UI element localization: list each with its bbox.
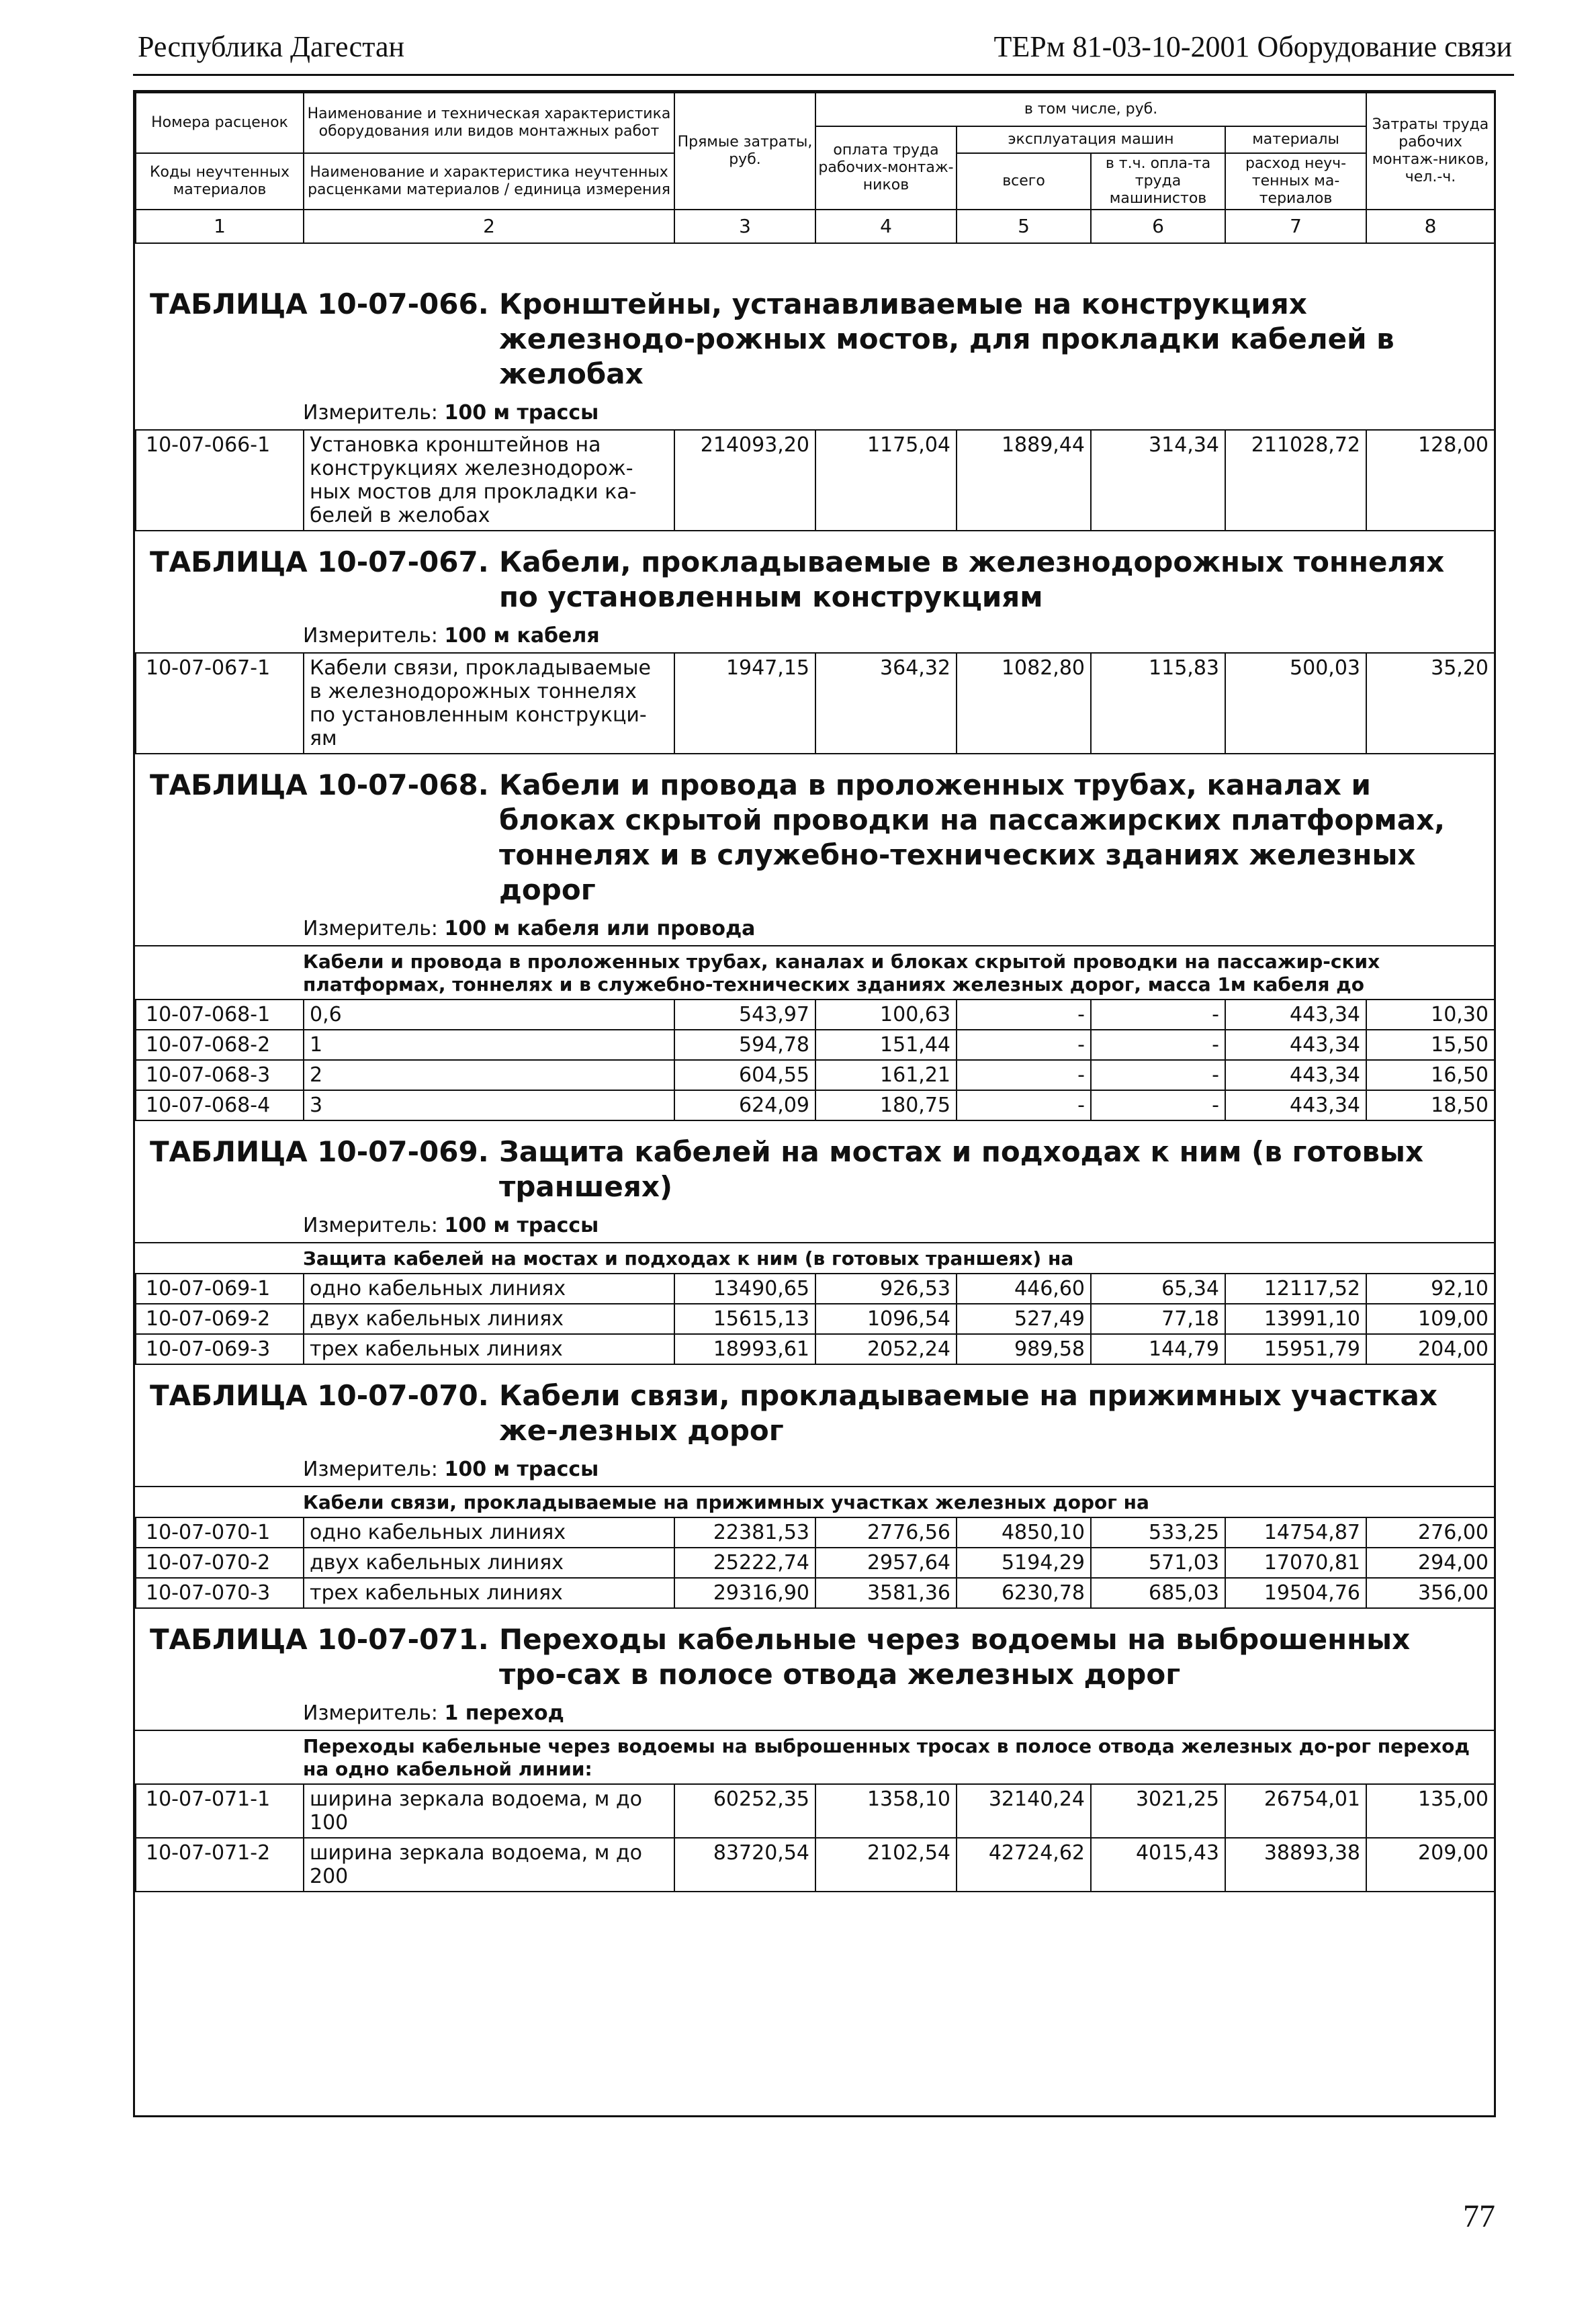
measure-value: 100 м трассы bbox=[444, 1458, 599, 1481]
machine-costs-cell: 446,60 bbox=[957, 1274, 1091, 1304]
rate-code-cell: 10-07-071-1 bbox=[136, 1784, 304, 1838]
table-number: ТАБЛИЦА 10-07-066. bbox=[150, 287, 489, 320]
worker-wages-cell: 3581,36 bbox=[815, 1578, 957, 1608]
table-title bbox=[135, 1378, 1494, 1448]
table-title bbox=[135, 287, 1494, 392]
rate-code-cell: 10-07-069-3 bbox=[136, 1334, 304, 1364]
table-row bbox=[136, 1578, 1495, 1608]
direct-costs-cell: 83720,54 bbox=[674, 1838, 815, 1892]
rate-code-cell: 10-07-067-1 bbox=[136, 653, 304, 754]
machine-costs-cell: - bbox=[957, 1030, 1091, 1060]
col-number: 4 bbox=[815, 210, 957, 243]
table-row bbox=[136, 1548, 1495, 1578]
materials-cost-cell: 443,34 bbox=[1225, 1030, 1366, 1060]
table-measure-unit bbox=[135, 916, 1494, 942]
direct-costs-cell: 22381,53 bbox=[674, 1517, 815, 1548]
materials-cost-cell: 26754,01 bbox=[1225, 1784, 1366, 1838]
direct-costs-cell: 604,55 bbox=[674, 1060, 815, 1090]
worker-wages-cell: 2957,64 bbox=[815, 1548, 957, 1578]
col-machines-total-header: всего bbox=[957, 153, 1091, 210]
rate-table-section bbox=[135, 545, 1494, 754]
labor-hours-cell: 294,00 bbox=[1366, 1548, 1495, 1578]
table-number: ТАБЛИЦА 10-07-067. bbox=[150, 545, 489, 578]
labor-hours-cell: 35,20 bbox=[1366, 653, 1495, 754]
col-number: 8 bbox=[1366, 210, 1495, 243]
rate-rows bbox=[135, 1783, 1495, 1892]
table-number: ТАБЛИЦА 10-07-071. bbox=[150, 1623, 489, 1656]
worker-wages-cell: 2052,24 bbox=[815, 1334, 957, 1364]
table-group-heading: Кабели связи, прокладываемые на прижимных участках железных дорог на bbox=[135, 1486, 1494, 1517]
rate-code-cell: 10-07-068-2 bbox=[136, 1030, 304, 1060]
table-measure-unit bbox=[135, 400, 1494, 427]
table-row bbox=[136, 1334, 1495, 1364]
table-row bbox=[136, 430, 1495, 531]
worker-wages-cell: 364,32 bbox=[815, 653, 957, 754]
rate-table-section bbox=[135, 1135, 1494, 1365]
work-name-cell: трех кабельных линиях bbox=[304, 1578, 674, 1608]
table-measure-unit bbox=[135, 1212, 1494, 1239]
worker-wages-cell: 1358,10 bbox=[815, 1784, 957, 1838]
table-row bbox=[136, 1784, 1495, 1838]
materials-cost-cell: 211028,72 bbox=[1225, 430, 1366, 531]
table-group-heading: Кабели и провода в проложенных трубах, каналах и блоках скрытой проводки на пассажир-ских платформах, тоннелях и в служебно-технических зданиях железных дорог, масса 1м кабеля до bbox=[135, 945, 1494, 999]
machinist-wages-cell: 571,03 bbox=[1091, 1548, 1225, 1578]
direct-costs-cell: 13490,65 bbox=[674, 1274, 815, 1304]
worker-wages-cell: 1096,54 bbox=[815, 1304, 957, 1334]
labor-hours-cell: 10,30 bbox=[1366, 1000, 1495, 1030]
machinist-wages-cell: 3021,25 bbox=[1091, 1784, 1225, 1838]
table-name: Защита кабелей на мостах и подходах к ним (в готовых траншеях) bbox=[499, 1135, 1424, 1203]
table-measure-unit bbox=[135, 1456, 1494, 1483]
table-title bbox=[135, 768, 1494, 907]
rate-table-section bbox=[135, 1622, 1494, 1892]
machine-costs-cell: 5194,29 bbox=[957, 1548, 1091, 1578]
direct-costs-cell: 25222,74 bbox=[674, 1548, 815, 1578]
measure-value: 100 м кабеля или провода bbox=[444, 917, 756, 940]
table-title bbox=[135, 1622, 1494, 1692]
machinist-wages-cell: 144,79 bbox=[1091, 1334, 1225, 1364]
measure-label: Измеритель: bbox=[303, 401, 438, 425]
rate-code-cell: 10-07-069-2 bbox=[136, 1304, 304, 1334]
header-rule bbox=[133, 74, 1514, 76]
machinist-wages-cell: 314,34 bbox=[1091, 430, 1225, 531]
table-name: Переходы кабельные через водоемы на выброшенных тро-сах в полосе отвода железных дорог bbox=[499, 1623, 1411, 1691]
rate-table-section bbox=[135, 1378, 1494, 1609]
measure-value: 1 переход bbox=[444, 1701, 564, 1725]
table-row bbox=[136, 1304, 1495, 1334]
worker-wages-cell: 180,75 bbox=[815, 1090, 957, 1120]
machine-costs-cell: 527,49 bbox=[957, 1304, 1091, 1334]
labor-hours-cell: 209,00 bbox=[1366, 1838, 1495, 1892]
work-name-cell: трех кабельных линиях bbox=[304, 1334, 674, 1364]
labor-hours-cell: 92,10 bbox=[1366, 1274, 1495, 1304]
table-group-heading: Переходы кабельные через водоемы на выброшенных тросах в полосе отвода железных до-рог переход на одно кабельной линии: bbox=[135, 1730, 1494, 1783]
machine-costs-cell: 6230,78 bbox=[957, 1578, 1091, 1608]
rate-rows bbox=[135, 1517, 1495, 1609]
table-name: Кабели связи, прокладываемые на прижимных участках же-лезных дорог bbox=[499, 1379, 1437, 1447]
rate-code-cell: 10-07-069-1 bbox=[136, 1274, 304, 1304]
col-direct-costs-header: Прямые затраты, руб. bbox=[674, 93, 815, 210]
worker-wages-cell: 2102,54 bbox=[815, 1838, 957, 1892]
labor-hours-cell: 15,50 bbox=[1366, 1030, 1495, 1060]
rate-rows bbox=[135, 1273, 1495, 1365]
machine-costs-cell: 32140,24 bbox=[957, 1784, 1091, 1838]
measure-label: Измеритель: bbox=[303, 1458, 438, 1481]
worker-wages-cell: 151,44 bbox=[815, 1030, 957, 1060]
rate-rows bbox=[135, 999, 1495, 1121]
rate-tables bbox=[135, 287, 1494, 1906]
table-group-heading: Защита кабелей на мостах и подходах к ним (в готовых траншеях) на bbox=[135, 1242, 1494, 1273]
work-name-cell: 0,6 bbox=[304, 1000, 674, 1030]
rate-code-cell: 10-07-068-3 bbox=[136, 1060, 304, 1090]
table-row bbox=[136, 1000, 1495, 1030]
running-header-right: ТЕРм 81-03-10-2001 Оборудование связи bbox=[993, 30, 1512, 63]
machinist-wages-cell: - bbox=[1091, 1090, 1225, 1120]
col-including-header: в том числе, руб. bbox=[815, 93, 1366, 126]
machinist-wages-cell: - bbox=[1091, 1060, 1225, 1090]
materials-cost-cell: 12117,52 bbox=[1225, 1274, 1366, 1304]
labor-hours-cell: 18,50 bbox=[1366, 1090, 1495, 1120]
materials-cost-cell: 443,34 bbox=[1225, 1090, 1366, 1120]
labor-hours-cell: 109,00 bbox=[1366, 1304, 1495, 1334]
work-name-cell: одно кабельных линиях bbox=[304, 1517, 674, 1548]
work-name-cell: ширина зеркала водоема, м до 200 bbox=[304, 1838, 674, 1892]
materials-cost-cell: 19504,76 bbox=[1225, 1578, 1366, 1608]
table-title bbox=[135, 545, 1494, 615]
running-header-left: Республика Дагестан bbox=[138, 30, 405, 63]
table-number: ТАБЛИЦА 10-07-070. bbox=[150, 1379, 489, 1412]
work-name-cell: Кабели связи, прокладываемые в железнодорожных тоннелях по установленным конструкци-ям bbox=[304, 653, 674, 754]
column-header bbox=[135, 92, 1495, 244]
machinist-wages-cell: 77,18 bbox=[1091, 1304, 1225, 1334]
table-row bbox=[136, 1090, 1495, 1120]
measure-label: Измеритель: bbox=[303, 1701, 438, 1725]
measure-label: Измеритель: bbox=[303, 917, 438, 940]
direct-costs-cell: 624,09 bbox=[674, 1090, 815, 1120]
col-unaccounted-codes-header: Коды неучтенных материалов bbox=[136, 153, 304, 210]
work-name-cell: 1 bbox=[304, 1030, 674, 1060]
measure-value: 100 м трассы bbox=[444, 401, 599, 425]
col-number: 1 bbox=[136, 210, 304, 243]
col-unaccounted-materials-header: расход неуч-тенных ма-териалов bbox=[1225, 153, 1366, 210]
direct-costs-cell: 60252,35 bbox=[674, 1784, 815, 1838]
labor-hours-cell: 135,00 bbox=[1366, 1784, 1495, 1838]
labor-hours-cell: 16,50 bbox=[1366, 1060, 1495, 1090]
labor-hours-cell: 204,00 bbox=[1366, 1334, 1495, 1364]
materials-cost-cell: 13991,10 bbox=[1225, 1304, 1366, 1334]
rate-rows bbox=[135, 652, 1495, 754]
machine-costs-cell: 1889,44 bbox=[957, 430, 1091, 531]
table-row bbox=[136, 1060, 1495, 1090]
rate-table-section bbox=[135, 768, 1494, 1121]
table-number: ТАБЛИЦА 10-07-069. bbox=[150, 1135, 489, 1168]
machine-costs-cell: 42724,62 bbox=[957, 1838, 1091, 1892]
machinist-wages-cell: 115,83 bbox=[1091, 653, 1225, 754]
machinist-wages-cell: 4015,43 bbox=[1091, 1838, 1225, 1892]
rate-code-cell: 10-07-066-1 bbox=[136, 430, 304, 531]
worker-wages-cell: 2776,56 bbox=[815, 1517, 957, 1548]
direct-costs-cell: 594,78 bbox=[674, 1030, 815, 1060]
machine-costs-cell: - bbox=[957, 1000, 1091, 1030]
direct-costs-cell: 15615,13 bbox=[674, 1304, 815, 1334]
rate-table-section bbox=[135, 287, 1494, 531]
measure-label: Измеритель: bbox=[303, 624, 438, 648]
labor-hours-cell: 128,00 bbox=[1366, 430, 1495, 531]
materials-cost-cell: 500,03 bbox=[1225, 653, 1366, 754]
materials-cost-cell: 14754,87 bbox=[1225, 1517, 1366, 1548]
rate-code-cell: 10-07-068-1 bbox=[136, 1000, 304, 1030]
direct-costs-cell: 214093,20 bbox=[674, 430, 815, 531]
materials-cost-cell: 38893,38 bbox=[1225, 1838, 1366, 1892]
machine-costs-cell: - bbox=[957, 1060, 1091, 1090]
rate-code-cell: 10-07-070-2 bbox=[136, 1548, 304, 1578]
table-name: Кронштейны, устанавливаемые на конструкциях железнодо-рожных мостов, для прокладки кабелей в желобах bbox=[499, 287, 1394, 390]
machinist-wages-cell: - bbox=[1091, 1030, 1225, 1060]
work-name-cell: ширина зеркала водоема, м до 100 bbox=[304, 1784, 674, 1838]
price-table-frame bbox=[133, 90, 1496, 2117]
worker-wages-cell: 161,21 bbox=[815, 1060, 957, 1090]
machinist-wages-cell: - bbox=[1091, 1000, 1225, 1030]
work-name-cell: одно кабельных линиях bbox=[304, 1274, 674, 1304]
measure-value: 100 м кабеля bbox=[444, 624, 600, 648]
rate-code-cell: 10-07-070-1 bbox=[136, 1517, 304, 1548]
rate-code-cell: 10-07-068-4 bbox=[136, 1090, 304, 1120]
col-wages-header: оплата труда рабочих-монтаж-ников bbox=[815, 126, 957, 210]
labor-hours-cell: 276,00 bbox=[1366, 1517, 1495, 1548]
direct-costs-cell: 29316,90 bbox=[674, 1578, 815, 1608]
work-name-cell: 2 bbox=[304, 1060, 674, 1090]
direct-costs-cell: 1947,15 bbox=[674, 653, 815, 754]
machinist-wages-cell: 685,03 bbox=[1091, 1578, 1225, 1608]
table-row bbox=[136, 653, 1495, 754]
work-name-cell: двух кабельных линиях bbox=[304, 1304, 674, 1334]
work-name-cell: 3 bbox=[304, 1090, 674, 1120]
worker-wages-cell: 926,53 bbox=[815, 1274, 957, 1304]
rate-rows bbox=[135, 429, 1495, 531]
col-number: 2 bbox=[304, 210, 674, 243]
table-row bbox=[136, 1274, 1495, 1304]
table-title bbox=[135, 1135, 1494, 1204]
table-measure-unit bbox=[135, 1700, 1494, 1727]
col-number: 5 bbox=[957, 210, 1091, 243]
machinist-wages-cell: 533,25 bbox=[1091, 1517, 1225, 1548]
worker-wages-cell: 100,63 bbox=[815, 1000, 957, 1030]
col-number: 7 bbox=[1225, 210, 1366, 243]
rate-code-cell: 10-07-070-3 bbox=[136, 1578, 304, 1608]
col-codes-header: Номера расценок bbox=[136, 93, 304, 153]
direct-costs-cell: 543,97 bbox=[674, 1000, 815, 1030]
worker-wages-cell: 1175,04 bbox=[815, 430, 957, 531]
col-name-header: Наименование и техническая характеристика оборудования или видов монтажных работ bbox=[304, 93, 674, 153]
machine-costs-cell: - bbox=[957, 1090, 1091, 1120]
materials-cost-cell: 17070,81 bbox=[1225, 1548, 1366, 1578]
materials-cost-cell: 443,34 bbox=[1225, 1060, 1366, 1090]
materials-cost-cell: 443,34 bbox=[1225, 1000, 1366, 1030]
table-row bbox=[136, 1517, 1495, 1548]
col-materials-header: материалы bbox=[1225, 126, 1366, 153]
measure-label: Измеритель: bbox=[303, 1214, 438, 1237]
direct-costs-cell: 18993,61 bbox=[674, 1334, 815, 1364]
work-name-cell: двух кабельных линиях bbox=[304, 1548, 674, 1578]
page-number: 77 bbox=[1463, 2199, 1495, 2234]
work-name-cell: Установка кронштейнов на конструкциях железнодорож-ных мостов для прокладки ка-белей в желобах bbox=[304, 430, 674, 531]
table-row bbox=[136, 1838, 1495, 1892]
table-row bbox=[136, 1030, 1495, 1060]
col-number: 3 bbox=[674, 210, 815, 243]
measure-value: 100 м трассы bbox=[444, 1214, 599, 1237]
machine-costs-cell: 989,58 bbox=[957, 1334, 1091, 1364]
machinist-wages-cell: 65,34 bbox=[1091, 1274, 1225, 1304]
table-name: Кабели, прокладываемые в железнодорожных тоннелях по установленным конструкциям bbox=[499, 545, 1445, 613]
col-machines-header: эксплуатация машин bbox=[957, 126, 1225, 153]
table-measure-unit bbox=[135, 623, 1494, 650]
materials-cost-cell: 15951,79 bbox=[1225, 1334, 1366, 1364]
col-labor-hours-header: Затраты труда рабочих монтаж-ников, чел.-ч. bbox=[1366, 93, 1495, 210]
table-name: Кабели и провода в проложенных трубах, каналах и блоках скрытой проводки на пассажирских платформах, тоннелях и в служебно-технических зданиях железных дорог bbox=[499, 768, 1446, 906]
table-number: ТАБЛИЦА 10-07-068. bbox=[150, 768, 489, 801]
machine-costs-cell: 1082,80 bbox=[957, 653, 1091, 754]
rate-code-cell: 10-07-071-2 bbox=[136, 1838, 304, 1892]
col-machinists-wages-header: в т.ч. опла-та труда машинистов bbox=[1091, 153, 1225, 210]
col-unaccounted-name-header: Наименование и характеристика неучтенных расценками материалов / единица измерения bbox=[304, 153, 674, 210]
col-number: 6 bbox=[1091, 210, 1225, 243]
labor-hours-cell: 356,00 bbox=[1366, 1578, 1495, 1608]
machine-costs-cell: 4850,10 bbox=[957, 1517, 1091, 1548]
